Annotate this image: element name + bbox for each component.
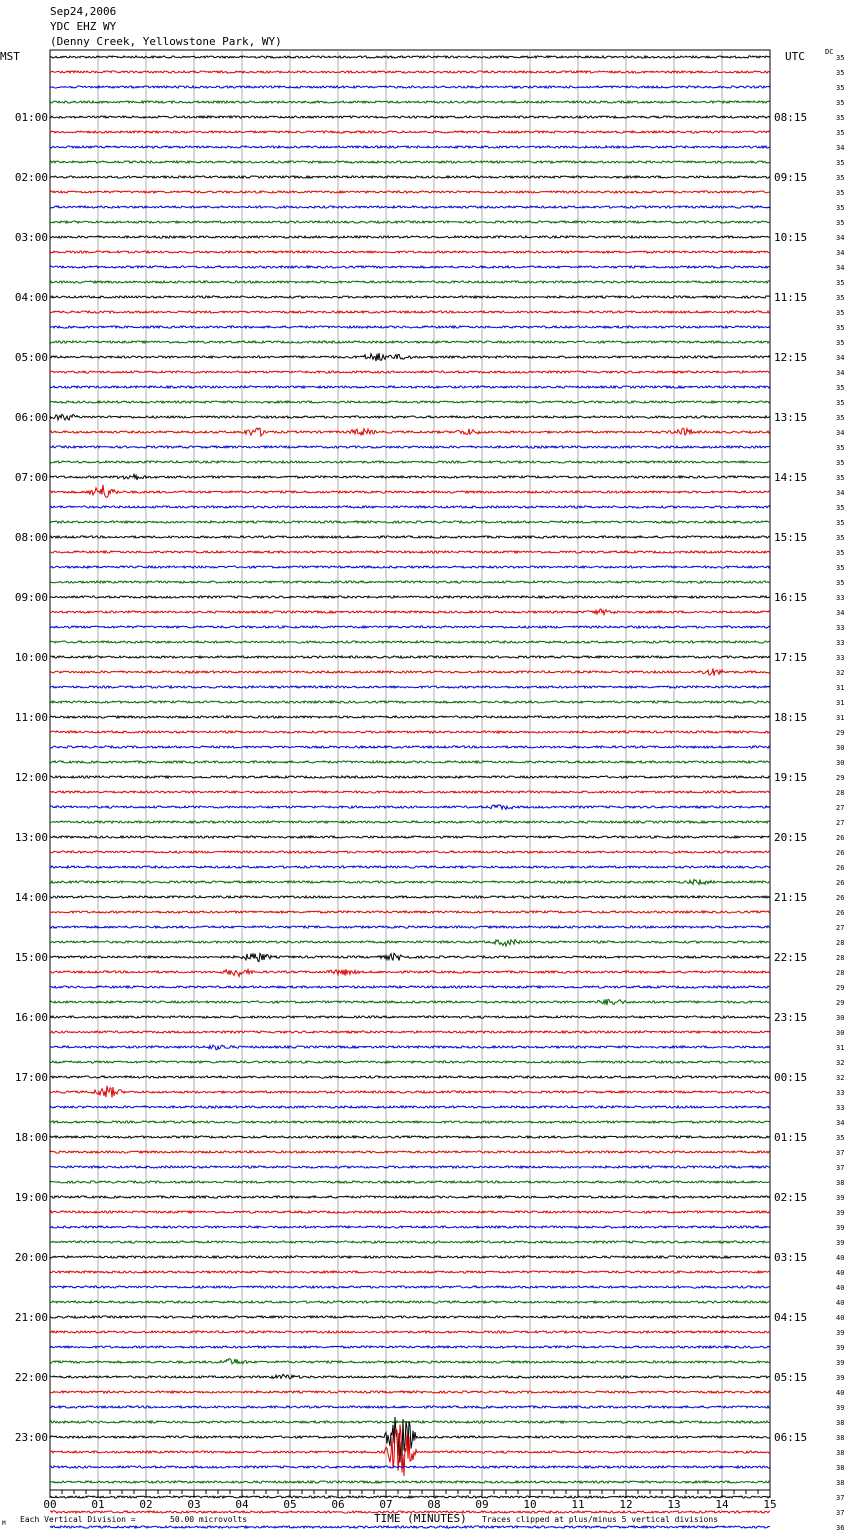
dc-offset-label: 39	[836, 1224, 845, 1232]
trace-line	[50, 566, 770, 568]
x-tick-label: 08	[427, 1498, 441, 1511]
dc-offset-label: 40	[836, 1269, 845, 1277]
trace-line	[50, 161, 770, 163]
dc-offset-label: 35	[836, 474, 845, 482]
chart-date: Sep24,2006	[50, 5, 117, 18]
dc-offset-label: 35	[836, 219, 845, 227]
dc-offset-label: 35	[836, 279, 845, 287]
dc-offset-label: 35	[836, 159, 845, 167]
dc-offset-label: 35	[836, 204, 845, 212]
dc-offset-label: 35	[836, 114, 845, 122]
dc-offset-label: 35	[836, 339, 845, 347]
dc-offset-label: 33	[836, 624, 845, 632]
left-hour-label: 09:00	[14, 591, 48, 604]
trace-line	[50, 1391, 770, 1393]
trace-line	[50, 1331, 770, 1333]
trace-line	[50, 851, 770, 853]
trace-line	[50, 461, 770, 463]
dc-offset-label: 39	[836, 1329, 845, 1337]
dc-offset-label: 33	[836, 654, 845, 662]
trace-line	[50, 821, 770, 823]
dc-offset-label: 35	[836, 69, 845, 77]
left-hour-label: 21:00	[14, 1311, 48, 1324]
trace-line	[50, 86, 770, 88]
trace-line	[50, 116, 770, 118]
dc-offset-label: 30	[836, 759, 845, 767]
dc-offset-label: 28	[836, 939, 845, 947]
dc-offset-label: 35	[836, 309, 845, 317]
dc-offset-label: 35	[836, 84, 845, 92]
dc-offset-label: 29	[836, 999, 845, 1007]
trace-line	[50, 1346, 770, 1348]
dc-offset-label: 38	[836, 1464, 845, 1472]
dc-offset-label: 40	[836, 1284, 845, 1292]
trace-line	[50, 836, 770, 838]
right-hour-label: 03:15	[774, 1251, 808, 1264]
x-tick-label: 11	[571, 1498, 585, 1511]
trace-line	[50, 131, 770, 133]
trace-line	[50, 536, 770, 538]
dc-offset-label: 35	[836, 549, 845, 557]
trace-line	[50, 341, 770, 343]
dc-offset-label: 33	[836, 594, 845, 602]
left-timezone-label: MST	[0, 50, 20, 63]
dc-offset-label: 32	[836, 1059, 845, 1067]
right-hour-label: 22:15	[774, 951, 808, 964]
dc-offset-label: 30	[836, 744, 845, 752]
dc-offset-label: 35	[836, 129, 845, 137]
dc-offset-label: 29	[836, 729, 845, 737]
left-hour-label: 06:00	[14, 411, 48, 424]
dc-offset-label: 34	[836, 249, 845, 257]
dc-offset-label: 32	[836, 669, 845, 677]
dc-offset-label: 37	[836, 1494, 845, 1502]
left-hour-label: 11:00	[14, 711, 48, 724]
dc-offset-label: 39	[836, 1374, 845, 1382]
trace-line	[50, 626, 770, 628]
dc-offset-label: 35	[836, 519, 845, 527]
trace-line	[50, 1086, 770, 1098]
vertical-division-unit: 50.00 microvolts	[170, 1515, 248, 1524]
dc-offset-label: 33	[836, 639, 845, 647]
dc-offset-label: 40	[836, 1254, 845, 1262]
x-tick-label: 09	[475, 1498, 489, 1511]
dc-offset-label: 31	[836, 684, 845, 692]
dc-offset-header: DC	[825, 48, 834, 56]
x-tick-label: 02	[139, 1498, 153, 1511]
x-tick-label: 12	[619, 1498, 633, 1511]
left-hour-label: 12:00	[14, 771, 48, 784]
dc-offset-label: 31	[836, 1044, 845, 1052]
trace-line	[50, 191, 770, 193]
trace-line	[50, 1151, 770, 1153]
dc-offset-label: 28	[836, 789, 845, 797]
dc-offset-label: 26	[836, 879, 845, 887]
right-hour-label: 18:15	[774, 711, 808, 724]
right-hour-label: 04:15	[774, 1311, 808, 1324]
trace-line	[50, 926, 770, 928]
trace-line	[50, 446, 770, 448]
chart-subtitle: (Denny Creek, Yellowstone Park, WY)	[50, 35, 282, 48]
right-hour-label: 01:15	[774, 1131, 808, 1144]
right-hour-label: 17:15	[774, 651, 808, 664]
trace-line	[50, 879, 770, 884]
trace-line	[50, 1421, 770, 1423]
right-hour-label: 06:15	[774, 1431, 808, 1444]
x-tick-label: 10	[523, 1498, 537, 1511]
trace-line	[50, 251, 770, 253]
trace-line	[50, 866, 770, 868]
dc-offset-label: 35	[836, 459, 845, 467]
left-hour-label: 01:00	[14, 111, 48, 124]
left-hour-label: 04:00	[14, 291, 48, 304]
left-hour-label: 17:00	[14, 1071, 48, 1084]
x-tick-label: 06	[331, 1498, 345, 1511]
x-tick-label: 14	[715, 1498, 729, 1511]
trace-line	[50, 1196, 770, 1198]
x-tick-label: 05	[283, 1498, 297, 1511]
dc-offset-label: 28	[836, 954, 845, 962]
right-hour-label: 21:15	[774, 891, 808, 904]
dc-offset-label: 35	[836, 504, 845, 512]
trace-line	[50, 1526, 770, 1528]
right-hour-label: 23:15	[774, 1011, 808, 1024]
right-hour-label: 08:15	[774, 111, 808, 124]
right-hour-label: 16:15	[774, 591, 808, 604]
right-hour-label: 12:15	[774, 351, 808, 364]
trace-line	[50, 1061, 770, 1063]
trace-line	[50, 428, 770, 436]
corner-mark: M	[2, 1520, 6, 1527]
trace-line	[50, 1286, 770, 1288]
trace-line	[50, 1406, 770, 1408]
dc-offset-label: 37	[836, 1509, 845, 1517]
dc-offset-label: 37	[836, 1149, 845, 1157]
dc-offset-label: 39	[836, 1359, 845, 1367]
trace-line	[50, 326, 770, 328]
dc-offset-label: 26	[836, 849, 845, 857]
trace-line	[50, 791, 770, 793]
dc-offset-label: 40	[836, 1314, 845, 1322]
dc-offset-label: 40	[836, 1299, 845, 1307]
trace-line	[50, 716, 770, 718]
trace-line	[50, 1211, 770, 1213]
left-hour-label: 14:00	[14, 891, 48, 904]
dc-offset-label: 36	[836, 1524, 845, 1532]
dc-offset-label: 35	[836, 399, 845, 407]
trace-line	[50, 1031, 770, 1033]
dc-offset-label: 35	[836, 294, 845, 302]
dc-offset-label: 33	[836, 1089, 845, 1097]
trace-line	[50, 1466, 770, 1468]
trace-line	[50, 746, 770, 748]
chart-title: YDC EHZ WY	[50, 20, 117, 33]
trace-line	[50, 1496, 770, 1498]
right-hour-label: 10:15	[774, 231, 808, 244]
x-tick-label: 00	[43, 1498, 57, 1511]
trace-line	[50, 401, 770, 403]
dc-offset-label: 39	[836, 1209, 845, 1217]
trace-line	[50, 581, 770, 583]
dc-offset-label: 35	[836, 174, 845, 182]
trace-line	[50, 999, 770, 1005]
dc-offset-label: 38	[836, 1449, 845, 1457]
trace-line	[50, 761, 770, 763]
dc-offset-label: 35	[836, 534, 845, 542]
dc-offset-label: 35	[836, 414, 845, 422]
trace-line	[50, 236, 770, 238]
right-timezone-label: UTC	[785, 50, 805, 63]
trace-line	[50, 206, 770, 208]
left-hour-label: 20:00	[14, 1251, 48, 1264]
trace-line	[50, 474, 770, 480]
dc-offset-label: 38	[836, 1479, 845, 1487]
left-hour-label: 13:00	[14, 831, 48, 844]
right-hour-label: 02:15	[774, 1191, 808, 1204]
trace-line	[50, 701, 770, 703]
dc-offset-label: 37	[836, 1164, 845, 1172]
trace-line	[50, 940, 770, 946]
trace-line	[50, 1181, 770, 1183]
vertical-division-label: Each Vertical Division =	[20, 1515, 136, 1524]
trace-line	[50, 669, 770, 676]
dc-offset-label: 26	[836, 909, 845, 917]
trace-line	[50, 266, 770, 268]
dc-offset-label: 27	[836, 924, 845, 932]
trace-line	[50, 71, 770, 73]
dc-offset-label: 31	[836, 714, 845, 722]
dc-offset-label: 34	[836, 429, 845, 437]
dc-offset-label: 34	[836, 489, 845, 497]
left-hour-label: 15:00	[14, 951, 48, 964]
trace-line	[50, 986, 770, 988]
left-hour-label: 22:00	[14, 1371, 48, 1384]
dc-offset-label: 34	[836, 369, 845, 377]
trace-line	[50, 596, 770, 598]
dc-offset-label: 34	[836, 144, 845, 152]
trace-line	[50, 296, 770, 298]
trace-line	[50, 353, 770, 361]
trace-line	[50, 1136, 770, 1138]
clip-note: Traces clipped at plus/minus 5 vertical divisions	[482, 1515, 719, 1524]
trace-line	[50, 609, 770, 615]
x-tick-label: 01	[91, 1498, 105, 1511]
trace-line	[50, 656, 770, 658]
right-hour-label: 05:15	[774, 1371, 808, 1384]
left-hour-label: 16:00	[14, 1011, 48, 1024]
trace-line	[50, 641, 770, 643]
trace-line	[50, 311, 770, 313]
trace-line	[50, 731, 770, 733]
dc-offset-label: 35	[836, 444, 845, 452]
dc-offset-label: 40	[836, 1389, 845, 1397]
right-hour-label: 00:15	[774, 1071, 808, 1084]
trace-line	[50, 1316, 770, 1318]
x-tick-label: 07	[379, 1498, 393, 1511]
dc-offset-label: 38	[836, 1179, 845, 1187]
trace-line	[50, 1016, 770, 1018]
left-hour-label: 07:00	[14, 471, 48, 484]
left-hour-label: 08:00	[14, 531, 48, 544]
trace-line	[50, 1241, 770, 1243]
dc-offset-label: 35	[836, 579, 845, 587]
dc-offset-label: 38	[836, 1434, 845, 1442]
trace-line	[50, 911, 770, 913]
dc-offset-label: 32	[836, 1074, 845, 1082]
left-hour-label: 10:00	[14, 651, 48, 664]
x-tick-label: 04	[235, 1498, 249, 1511]
x-tick-label: 03	[187, 1498, 201, 1511]
trace-line	[50, 1166, 770, 1168]
trace-line	[50, 1271, 770, 1273]
trace-line	[50, 485, 770, 498]
trace-line	[50, 1045, 770, 1050]
x-axis-label: TIME (MINUTES)	[374, 1512, 467, 1525]
right-hour-label: 15:15	[774, 531, 808, 544]
trace-line	[50, 371, 770, 373]
left-hour-label: 18:00	[14, 1131, 48, 1144]
dc-offset-label: 39	[836, 1404, 845, 1412]
trace-line	[50, 1374, 770, 1379]
dc-offset-label: 29	[836, 774, 845, 782]
left-hour-label: 23:00	[14, 1431, 48, 1444]
dc-offset-label: 28	[836, 969, 845, 977]
dc-offset-label: 35	[836, 564, 845, 572]
dc-offset-label: 33	[836, 1104, 845, 1112]
dc-offset-label: 26	[836, 894, 845, 902]
trace-line	[50, 969, 770, 976]
trace-line	[50, 56, 770, 58]
trace-line	[50, 1076, 770, 1078]
x-tick-label: 13	[667, 1498, 681, 1511]
left-hour-label: 19:00	[14, 1191, 48, 1204]
dc-offset-label: 35	[836, 324, 845, 332]
dc-offset-label: 35	[836, 384, 845, 392]
trace-line	[50, 146, 770, 148]
dc-offset-label: 39	[836, 1344, 845, 1352]
trace-line	[50, 1481, 770, 1483]
trace-line	[50, 1121, 770, 1123]
right-hour-label: 09:15	[774, 171, 808, 184]
dc-offset-label: 27	[836, 804, 845, 812]
dc-offset-label: 29	[836, 984, 845, 992]
trace-line	[50, 221, 770, 223]
trace-line	[50, 101, 770, 103]
trace-line	[50, 1301, 770, 1303]
dc-offset-label: 34	[836, 1119, 845, 1127]
trace-line	[50, 1256, 770, 1258]
dc-offset-label: 39	[836, 1239, 845, 1247]
dc-offset-label: 38	[836, 1419, 845, 1427]
left-hour-label: 05:00	[14, 351, 48, 364]
dc-offset-label: 34	[836, 609, 845, 617]
right-hour-label: 11:15	[774, 291, 808, 304]
trace-line	[50, 521, 770, 523]
trace-line	[50, 551, 770, 553]
trace-line	[50, 281, 770, 283]
dc-offset-label: 35	[836, 189, 845, 197]
trace-line	[50, 386, 770, 388]
dc-offset-label: 34	[836, 354, 845, 362]
dc-offset-label: 27	[836, 819, 845, 827]
trace-line	[50, 1226, 770, 1228]
dc-offset-label: 30	[836, 1014, 845, 1022]
trace-line	[50, 896, 770, 898]
right-hour-label: 13:15	[774, 411, 808, 424]
left-hour-label: 02:00	[14, 171, 48, 184]
trace-line	[50, 805, 770, 810]
trace-line	[50, 506, 770, 508]
plot-frame	[50, 50, 770, 1490]
dc-offset-label: 31	[836, 699, 845, 707]
dc-offset-label: 34	[836, 234, 845, 242]
x-tick-label: 15	[763, 1498, 777, 1511]
dc-offset-label: 35	[836, 54, 845, 62]
right-hour-label: 14:15	[774, 471, 808, 484]
dc-offset-label: 35	[836, 1134, 845, 1142]
dc-offset-label: 26	[836, 834, 845, 842]
trace-line	[50, 1106, 770, 1108]
dc-offset-label: 30	[836, 1029, 845, 1037]
left-hour-label: 03:00	[14, 231, 48, 244]
right-hour-label: 19:15	[774, 771, 808, 784]
dc-offset-label: 39	[836, 1194, 845, 1202]
right-hour-label: 20:15	[774, 831, 808, 844]
trace-line	[50, 1359, 770, 1364]
dc-offset-label: 26	[836, 864, 845, 872]
trace-line	[50, 686, 770, 688]
dc-offset-label: 35	[836, 99, 845, 107]
trace-line	[50, 176, 770, 178]
dc-offset-label: 34	[836, 264, 845, 272]
trace-line	[50, 776, 770, 778]
trace-line	[50, 414, 770, 420]
trace-line	[50, 953, 770, 961]
